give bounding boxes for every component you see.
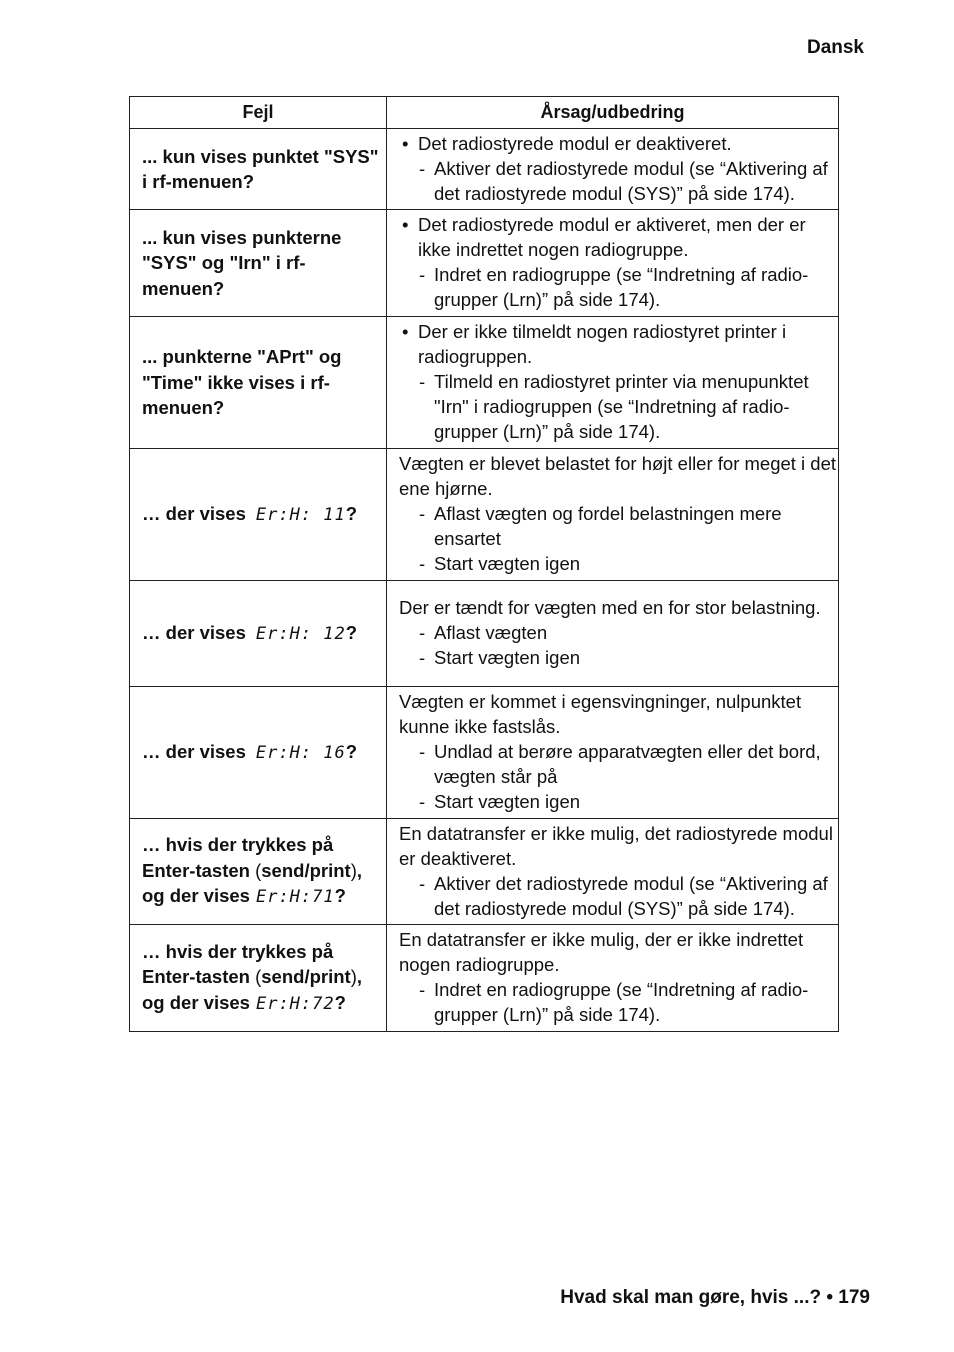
- cause-cell: [387, 210, 839, 317]
- enter-key-label: Enter-tasten: [142, 966, 250, 988]
- troubleshooting-table: [129, 96, 839, 1032]
- fault-text: … hvis der trykkes på: [142, 834, 334, 856]
- fault-cell: [130, 581, 387, 687]
- error-code-display: Er:H: 12: [255, 623, 346, 644]
- table-row: [130, 687, 839, 819]
- fault-cell: ... kun vises punkterne "SYS" og "Irn" i rf-menuen?: [130, 210, 387, 317]
- cause-step: - Start vægten igen: [399, 551, 838, 576]
- fault-question-mark: ?: [334, 885, 346, 907]
- fault-question-mark: ?: [345, 621, 358, 643]
- fault-cell: [130, 449, 387, 581]
- error-code-display: Er:H: 11: [255, 504, 346, 525]
- error-code-display: Er:H:71: [255, 887, 335, 908]
- fault-question-mark: ?: [334, 991, 346, 1013]
- cause-step: - Indret en radiogruppe (se “Indretning af radio-grupper (Lrn)” på side 174).: [399, 977, 838, 1027]
- cause-step: - Undlad at berøre apparatvægten eller det bord, vægten står på: [399, 739, 838, 789]
- cause-text: Vægten er blevet belastet for højt eller for meget i det ene hjørne.: [399, 453, 837, 499]
- cause-cell: [387, 449, 839, 581]
- fault-cell: [130, 687, 387, 819]
- cause-text: En datatransfer er ikke mulig, der er ikke indrettet nogen radiogruppe.: [399, 929, 804, 975]
- fault-text: … hvis der trykkes på: [142, 940, 334, 962]
- table-row: [130, 819, 839, 925]
- cause-bullet: • Det radiostyrede modul er aktiveret, men der er ikke indrettet nogen radiogruppe.: [399, 212, 838, 262]
- table-row: [130, 317, 839, 449]
- fault-code-line: [142, 883, 380, 911]
- cause-column-header: Årsag/udbedring: [387, 97, 839, 129]
- cause-cell: [387, 687, 839, 819]
- fault-text: og der vises: [142, 885, 250, 907]
- fault-cell: [130, 819, 387, 925]
- cause-step: - Indret en radiogruppe (se “Indretning af radio-grupper (Lrn)” på side 174).: [399, 262, 838, 312]
- send-print-label: send/print: [261, 966, 351, 988]
- fault-code-line: [142, 990, 380, 1018]
- language-label: Dansk: [806, 37, 864, 58]
- cause-cell: [387, 819, 839, 925]
- fault-text: … der vises: [142, 740, 246, 762]
- cause-cell: [387, 129, 839, 210]
- table-row: [130, 210, 839, 317]
- cause-text: En datatransfer er ikke mulig, det radiostyrede modul er deaktiveret.: [399, 822, 833, 869]
- fault-text: … der vises: [142, 502, 246, 524]
- cause-step: - Aflast vægten: [399, 620, 838, 645]
- cause-text: Der er tændt for vægten med en for stor belastning.: [399, 597, 821, 618]
- cause-step: - Aktiver det radiostyrede modul (se “Aktivering af det radiostyrede modul (SYS)” på side 174).: [399, 871, 838, 921]
- cause-bullet: • Det radiostyrede modul er deaktiveret.: [399, 131, 838, 156]
- page-footer: Hvad skal man gøre, hvis ...? • 179: [560, 1287, 870, 1308]
- cause-step: - Start vægten igen: [399, 645, 838, 670]
- cause-bullet: • Der er ikke tilmeldt nogen radiostyret printer i radiogruppen.: [399, 319, 838, 369]
- cause-step: - Tilmeld en radiostyret printer via menupunktet "Irn" i radiogruppen (se “Indretning af radio-grupper (Lrn)” på side 174).: [399, 369, 838, 444]
- fault-question-mark: ?: [345, 740, 358, 762]
- fault-text: … der vises: [142, 621, 246, 643]
- fault-key-line: Enter-tasten (send/print),: [142, 859, 362, 881]
- cause-cell: [387, 581, 839, 687]
- cause-step: - Aktiver det radiostyrede modul (se “Aktivering af det radiostyrede modul (SYS)” på side 174).: [399, 156, 838, 206]
- fault-question-mark: ?: [345, 502, 358, 524]
- fault-cell: ... kun vises punktet "SYS" i rf-menuen?: [130, 129, 387, 210]
- table-row: [130, 581, 839, 687]
- fault-cell: [130, 925, 387, 1032]
- send-print-label: send/print: [261, 859, 351, 881]
- error-code-display: Er:H:72: [255, 993, 335, 1014]
- cause-step: - Start vægten igen: [399, 789, 838, 814]
- fault-column-header: Fejl: [130, 97, 387, 129]
- error-code-display: Er:H: 16: [255, 742, 346, 763]
- cause-cell: [387, 925, 839, 1032]
- fault-cell: ... punkterne "APrt" og "Time" ikke vises i rf-menuen?: [130, 317, 387, 449]
- cause-text: Vægten er kommet i egensvingninger, nulpunktet kunne ikke fastslås.: [399, 691, 802, 737]
- table-row: [130, 449, 839, 581]
- cause-step: - Aflast vægten og fordel belastningen mere ensartet: [399, 501, 838, 551]
- enter-key-label: Enter-tasten: [142, 859, 250, 881]
- cause-cell: [387, 317, 839, 449]
- table-row: [130, 925, 839, 1032]
- table-row: [130, 129, 839, 210]
- fault-text: og der vises: [142, 991, 250, 1013]
- fault-key-line: Enter-tasten (send/print),: [142, 966, 362, 988]
- table-header-row: [130, 97, 839, 129]
